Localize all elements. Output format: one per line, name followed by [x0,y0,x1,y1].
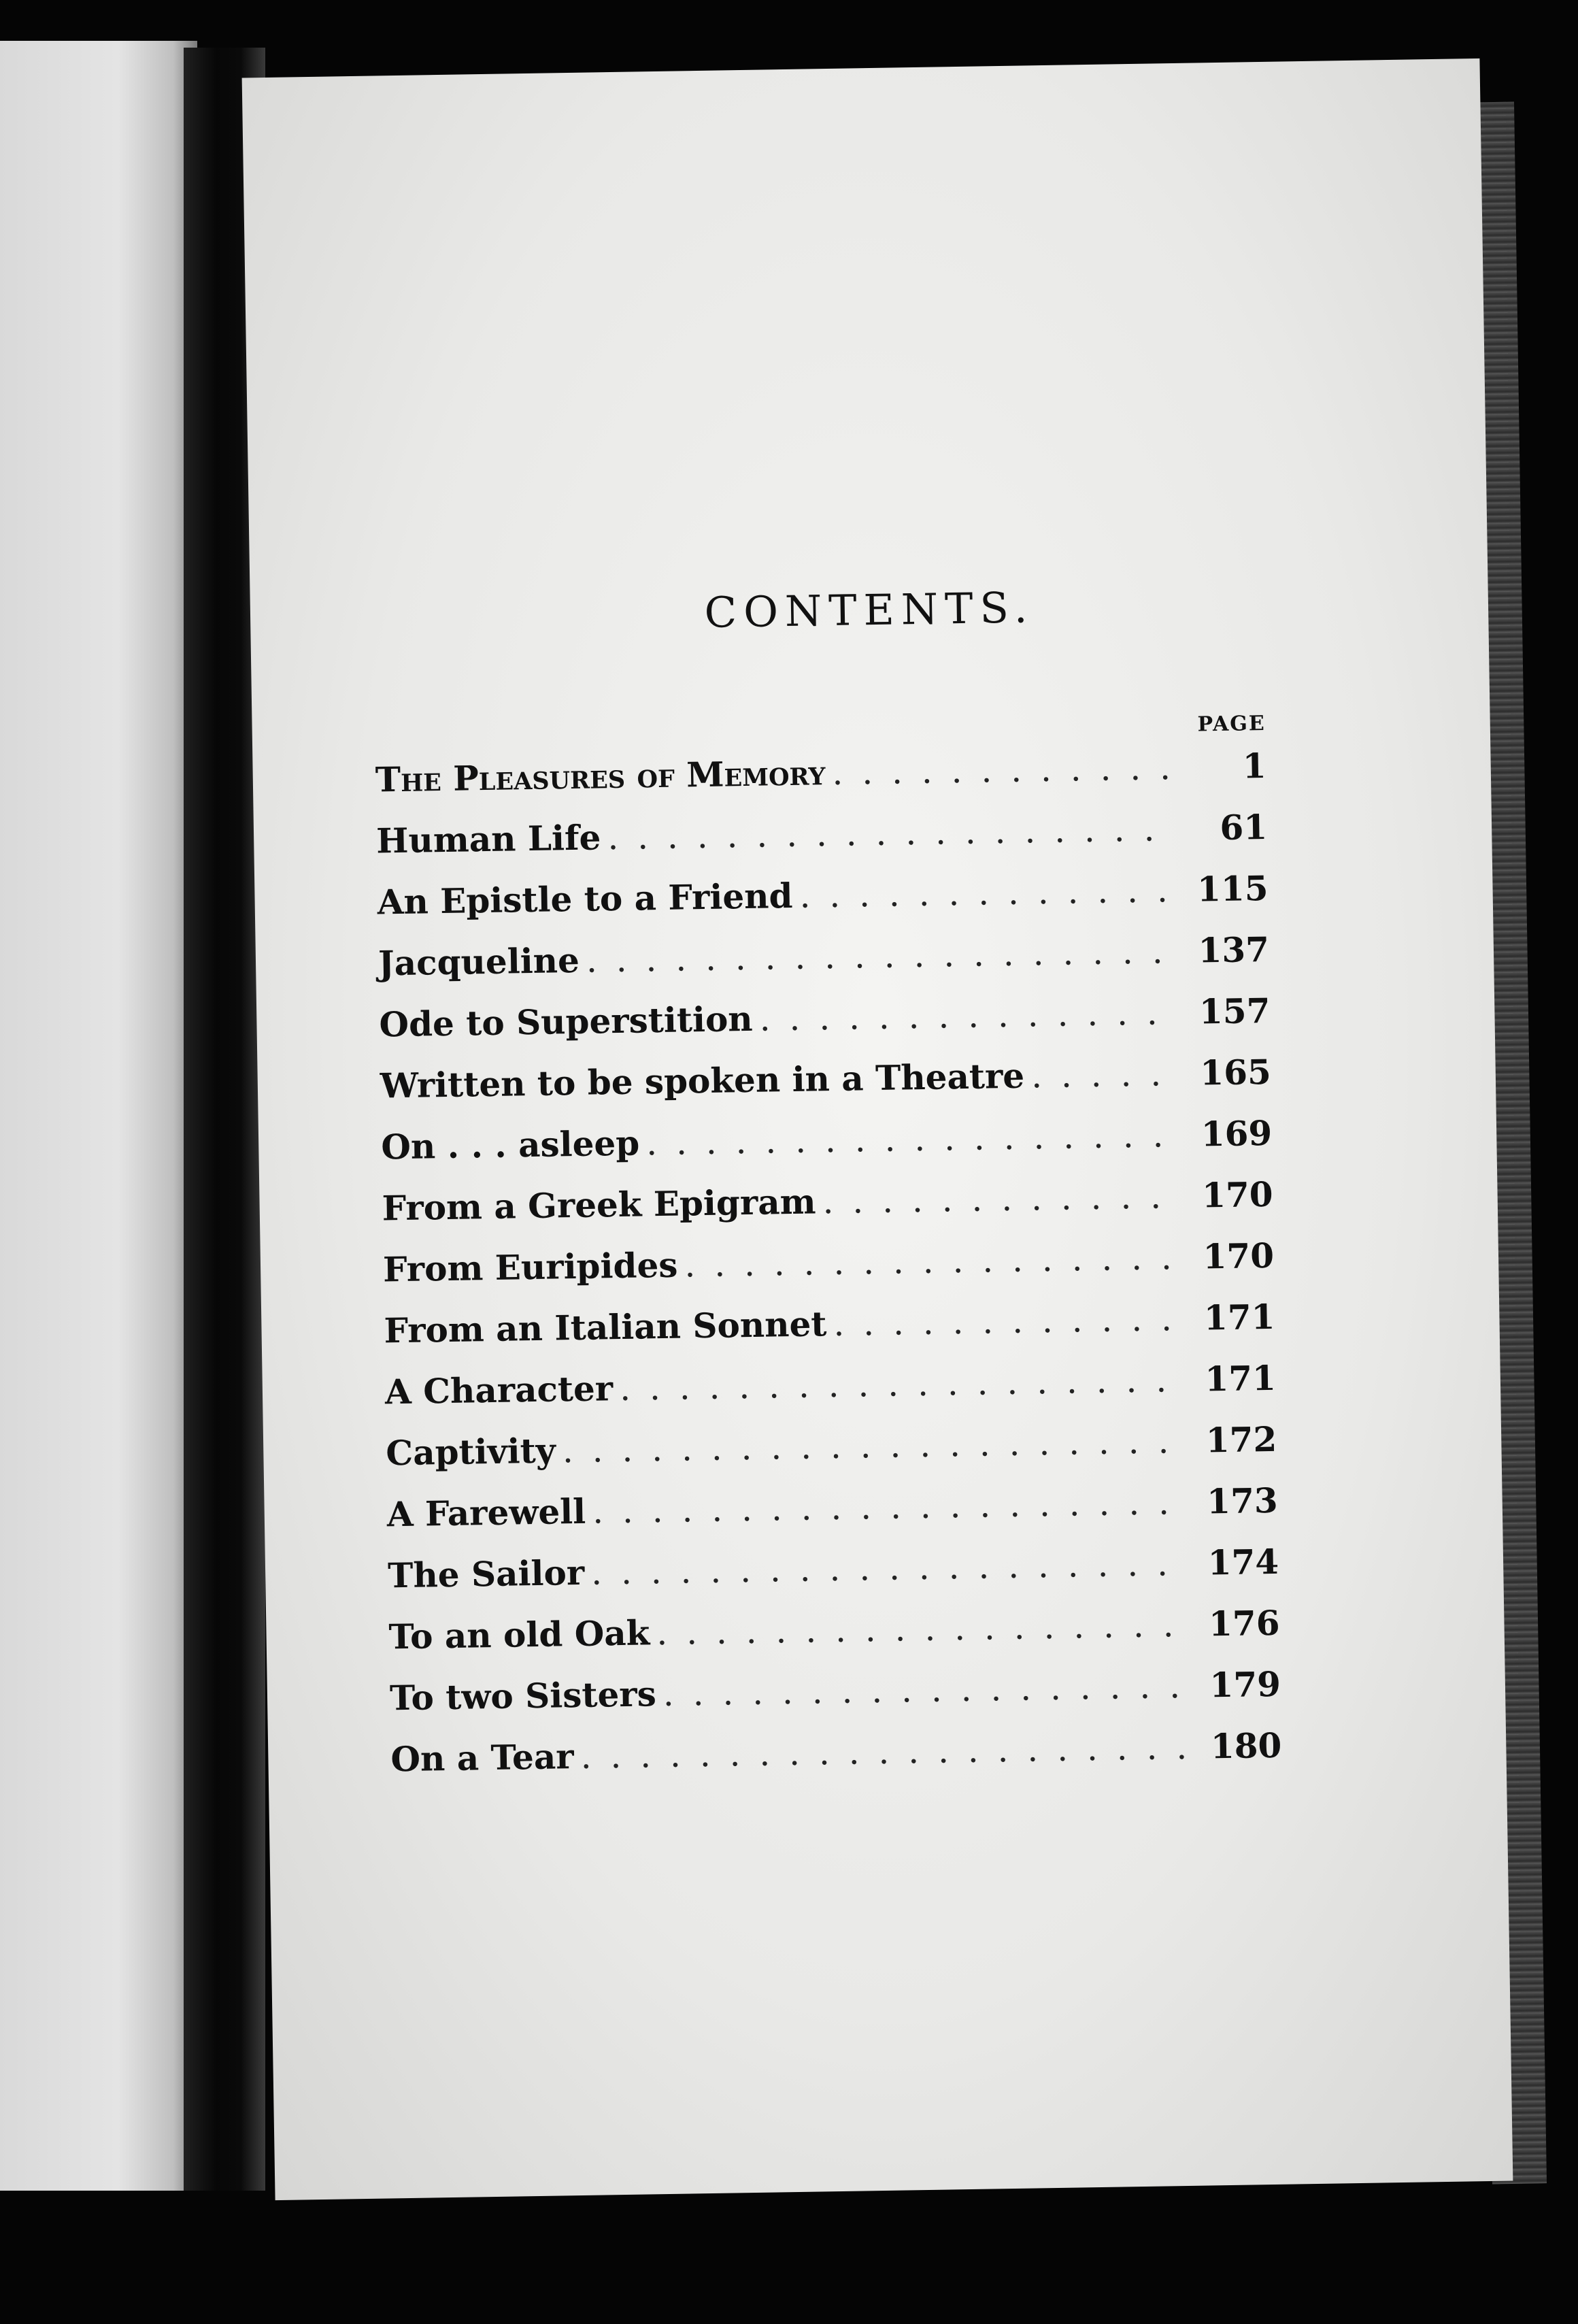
toc-entry-title: A Farewell [386,1491,586,1535]
toc-entry-title: Ode to Superstition [379,998,754,1045]
dot-leader [620,1360,1186,1408]
contents-heading: CONTENTS. [704,582,1035,637]
toc-entry-title: Written to be spoken in a Theatre [380,1055,1025,1106]
toc-entry-page: 137 [1198,929,1270,971]
toc-entry-page: 171 [1204,1357,1277,1399]
toc-entry-page: 157 [1198,990,1271,1032]
toc-entry-page: 61 [1220,806,1268,848]
right-page [242,59,1513,2200]
page-column-header: PAGE [1197,711,1266,737]
toc-entry-page: 171 [1203,1296,1275,1338]
toc-entry-title: The Sailor [387,1552,585,1596]
left-page [0,41,197,2191]
dot-leader [592,1482,1187,1531]
toc-entry-title: To an old Oak [388,1612,650,1657]
toc-entry-page: 115 [1196,867,1269,910]
toc-entry-title: On a Tear [390,1736,575,1780]
toc-entry-page: 180 [1210,1725,1282,1767]
toc-entry-title: From Euripides [382,1244,678,1290]
toc-entry-title: On . . . asleep [380,1123,640,1167]
dot-leader [684,1238,1184,1285]
toc-entry-title: An Epistle to a Friend [377,875,793,923]
dot-leader [586,931,1178,980]
dot-leader [656,1605,1189,1653]
toc-entry-page: 174 [1207,1541,1279,1583]
toc-entry-title: The Pleasures of Memory [375,752,826,800]
dot-leader [799,870,1177,916]
dot-leader [822,1176,1182,1221]
dot-leader [759,993,1179,1039]
toc-entry-page: 170 [1203,1235,1275,1277]
toc-entry-title: Captivity [385,1430,556,1474]
toc-entry-title: A Character [384,1368,614,1412]
toc-entry-title: Human Life [375,817,601,861]
toc-entry-title: Jacqueline [377,940,580,984]
dot-leader [646,1115,1181,1163]
toc-entry-page: 170 [1201,1174,1274,1216]
toc-entry-page: 172 [1205,1418,1277,1461]
dot-leader [591,1544,1188,1593]
dot-leader [832,748,1175,793]
table-of-contents [375,746,1282,1800]
dot-leader [833,1299,1184,1344]
toc-entry [390,1725,1282,1801]
toc-entry-title: From a Greek Epigram [382,1181,816,1229]
toc-entry-page: 1 [1242,745,1267,786]
dot-leader [607,809,1177,857]
toc-entry-title: From an Italian Sonnet [384,1304,827,1351]
toc-entry-page: 176 [1208,1602,1280,1644]
toc-entry-page: 169 [1201,1112,1273,1155]
dot-leader [580,1727,1191,1776]
dot-leader [1031,1054,1181,1095]
toc-entry-page: 173 [1206,1480,1279,1522]
toc-entry-page: 165 [1199,1051,1272,1093]
dot-leader [562,1421,1186,1470]
toc-entry-page: 179 [1209,1663,1281,1706]
dot-leader [662,1666,1190,1714]
toc-entry-title: To two Sisters [389,1674,657,1719]
